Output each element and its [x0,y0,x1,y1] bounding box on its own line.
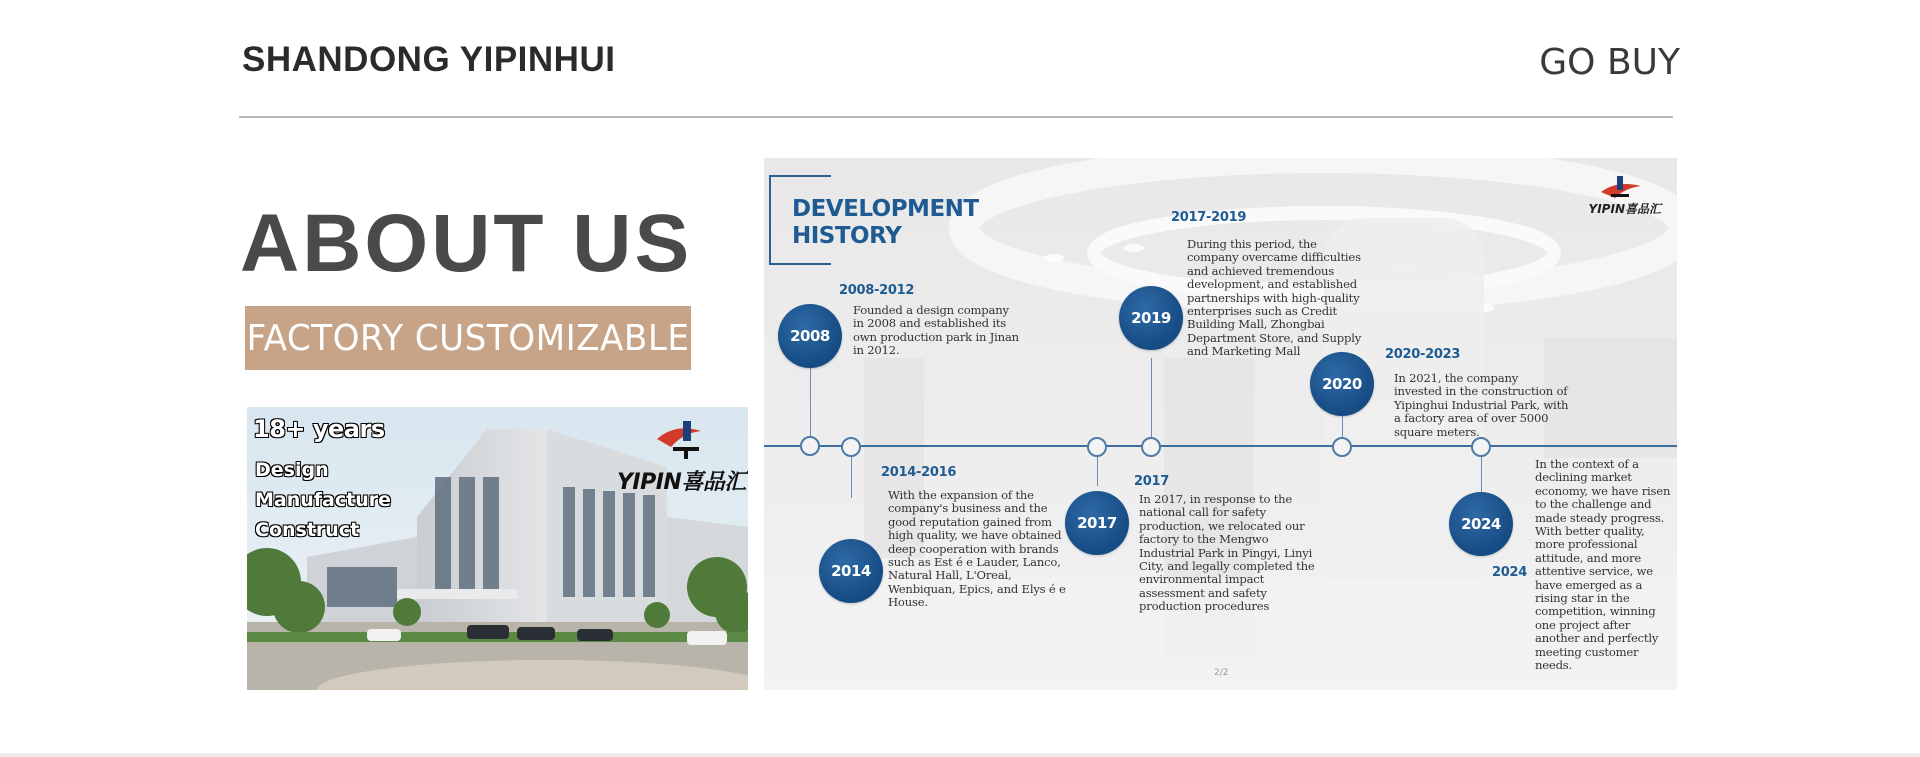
development-history-panel [764,158,1677,690]
desc-2014: With the expansion of the company's business and the good reputation gained from high quality, we have obtained deep cooperation with brands such as Est é e Lauder, Lanco, Natural Hall, L'Oreal, Wenbiquan, Epics, and Elys é e House. [888,488,1066,610]
timeline-node-2019 [1141,437,1161,457]
desc-2017: In 2017, in response to the national call for safety production, we relocated our factory to the Mengwo Industrial Park in Pingyi, Linyi City, and legally completed the environmental impact assessment and safety production procedures [1139,492,1315,614]
connector-2019 [1151,358,1152,446]
timeline-axis [764,445,1677,447]
period-2024: 2024 [1492,565,1527,580]
about-us-heading: ABOUT US [240,198,693,289]
title-line-1: DEVELOPMENT [792,196,979,222]
desc-2020: In 2021, the company invested in the construction of Yipinghui Industrial Park, with a factory area of over 5000 square meters. [1394,371,1569,439]
badge-label: FACTORY CUSTOMIZABLE [246,317,690,359]
design-label: Design [255,459,329,481]
period-2008-2012: 2008-2012 [839,283,915,298]
year-circle-2008: 2008 [778,304,842,368]
period-2017: 2017 [1134,474,1169,489]
panel-logo-text: YIPIN喜品汇 [1588,202,1661,216]
period-2014-2016: 2014-2016 [881,465,957,480]
desc-2019: During this period, the company overcame difficulties and achieved tremendous development, and established partnerships with high-quality enterprises such as Credit Building Mall, Zhongbai Department Store, and Supply and Marketing Mall [1187,237,1362,359]
connector-2008 [810,368,811,446]
construct-label: Construct [255,519,360,541]
year-circle-2019: 2019 [1119,286,1183,350]
page-number: 2/2 [1214,668,1229,678]
year-circle-2017: 2017 [1065,491,1129,555]
header-divider [239,116,1673,118]
period-2020-2023: 2020-2023 [1385,347,1461,362]
year-circle-2014: 2014 [819,539,883,603]
timeline-node-2008 [800,436,820,456]
development-history-title [792,196,979,250]
factory-customizable-badge [245,306,691,370]
period-2017-2019: 2017-2019 [1171,210,1247,225]
years-label: 18+ years [253,415,385,443]
brand-title: SHANDONG YIPINHUI [242,40,616,79]
year-circle-2020: 2020 [1310,352,1374,416]
go-buy-link[interactable]: GO BUY [1539,42,1680,83]
timeline-node-2020 [1332,437,1352,457]
desc-2008: Founded a design company in 2008 and established its own production park in Jinan in 2012. [853,303,1019,358]
factory-illustration [247,407,748,690]
manufacture-label: Manufacture [255,489,391,511]
timeline-node-2024 [1471,437,1491,457]
desc-2024: In the context of a declining market economy, we have risen to the challenge and made steady progress. With better quality, more professional attitude, and more attentive service, we have emerged as a rising star in the competition, winning one project after another and perfectly meeting customer needs. [1535,457,1671,673]
factory-image [247,407,748,690]
year-circle-2024: 2024 [1449,492,1513,556]
timeline-node-2017 [1087,437,1107,457]
title-line-2: HISTORY [792,223,902,249]
factory-logo-text: YIPIN喜品汇 [617,470,746,495]
timeline-node-2014 [841,437,861,457]
footer-divider [0,753,1920,757]
